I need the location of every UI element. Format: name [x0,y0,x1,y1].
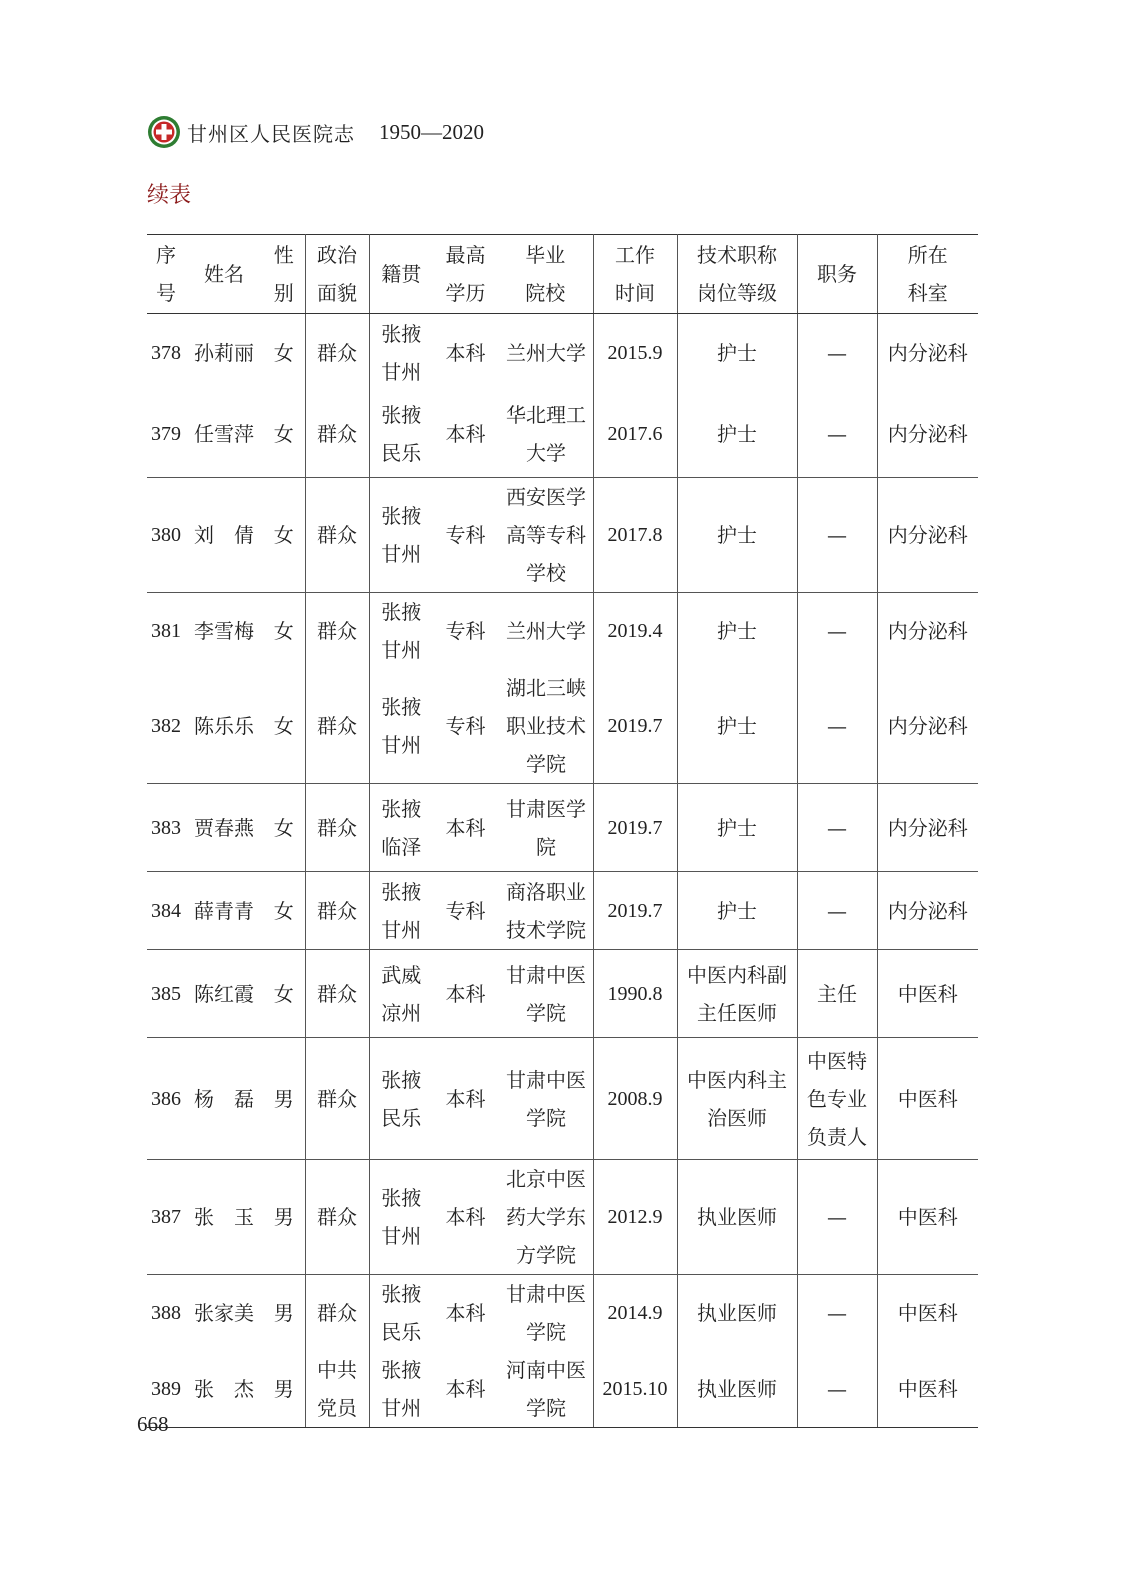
cell-title: 护士 [677,669,797,784]
cell-sex: 女 [263,593,305,670]
cell-title: 执业医师 [677,1351,797,1428]
cell-origin: 张掖甘州 [381,321,422,384]
cell-edu: 本科 [433,1038,498,1160]
cell-school: 兰州大学 [498,593,593,670]
cell-edu: 本科 [433,784,498,872]
cell-sex: 女 [263,478,305,593]
cell-party: 群众 [305,784,369,872]
cell-edu: 本科 [445,1301,486,1325]
cell-party: 中共党员 [305,1351,369,1428]
table-body [147,314,978,1428]
cell-start: 2019.4 [593,593,677,670]
table-row [147,1160,978,1275]
cell-title: 护士 [677,478,797,593]
cell-name: 张家美 [194,1301,254,1325]
cell-name: 贾春燕 [185,784,263,872]
cell-dept: 中医科 [897,1301,958,1325]
column-header: 籍贯 [369,235,433,314]
cell-title: 执业医师 [677,1275,797,1352]
cell-sex: 男 [263,1275,305,1352]
page-number: 668 [137,1412,169,1436]
cell-dept: 内分泌科 [887,340,968,365]
cell-edu: 本科 [433,1160,498,1275]
cell-post: — [797,478,877,593]
column-header: 性别 [263,235,305,314]
cell-start: 2019.7 [593,872,677,950]
cell-sex: 女 [263,950,305,1038]
cell-sex: 男 [263,1160,305,1275]
cell-dept: 内分泌科 [887,619,968,643]
cell-no: 385 [147,950,185,1038]
cell-post: — [797,669,877,784]
cell-edu: 专科 [433,478,498,593]
cell-post: — [797,392,877,478]
cell-school: 兰州大学 [498,314,593,392]
cell-start: 2015.9 [593,314,677,392]
cell-origin: 张掖甘州 [369,1351,433,1428]
cell-school: 河南中医学院 [498,1351,593,1428]
cell-edu: 专科 [433,872,498,950]
cell-no: 389 [147,1351,185,1428]
cell-no: 381 [151,620,181,642]
cell-name: 刘 倩 [185,478,263,593]
cell-party: 群众 [305,1038,369,1160]
cell-post: — [797,1275,877,1352]
cell-dept: 中医科 [877,1351,978,1428]
table-continued-label: 续表 [147,183,192,208]
cell-edu: 专科 [445,619,486,643]
cell-edu: 本科 [445,340,486,365]
column-header: 工作时间 [593,235,677,314]
cell-dept: 中医科 [877,1160,978,1275]
cell-origin: 张掖民乐 [369,1038,433,1160]
cell-party: 群众 [305,1275,369,1352]
cell-no: 379 [147,392,185,478]
cell-dept: 内分泌科 [877,872,978,950]
cell-title: 护士 [677,392,797,478]
cell-name: 薛青青 [185,872,263,950]
book-title: 甘州区人民医院志 [187,121,355,146]
table-row [147,314,978,392]
cell-no: 382 [147,669,185,784]
cell-start: 2008.9 [593,1038,677,1160]
column-header: 技术职称岗位等级 [677,235,797,314]
cell-origin: 张掖临泽 [369,784,433,872]
cell-edu: 本科 [433,950,498,1038]
cell-party: 群众 [305,392,369,478]
column-header: 姓名 [185,235,263,314]
cell-start: 2014.9 [593,1275,677,1352]
column-header: 政治面貌 [305,235,369,314]
table-row [147,1275,978,1352]
table-row [147,1038,978,1160]
cell-start: 1990.8 [593,950,677,1038]
column-header: 所在科室 [877,235,978,314]
cell-origin: 武威凉州 [369,950,433,1038]
cell-edu: 本科 [433,392,498,478]
cell-start: 2019.7 [593,669,677,784]
cell-no: 380 [147,478,185,593]
cell-post: — [797,314,877,392]
cell-dept: 内分泌科 [877,669,978,784]
cell-post: — [797,1351,877,1428]
cell-school: 甘肃中医学院 [498,950,593,1038]
cell-start: 2015.10 [593,1351,677,1428]
cell-school: 湖北三峡职业技术学院 [498,669,593,784]
cell-school: 北京中医药大学东方学院 [498,1160,593,1275]
column-header: 最高学历 [433,235,498,314]
cell-school: 商洛职业技术学院 [498,872,593,950]
column-header: 职务 [797,235,877,314]
cell-dept: 内分泌科 [877,392,978,478]
cell-edu: 本科 [433,1351,498,1428]
cell-origin: 张掖甘州 [381,600,422,662]
cell-dept: 中医科 [877,950,978,1038]
cell-party: 群众 [305,478,369,593]
cell-party: 群众 [305,1160,369,1275]
cell-no: 388 [151,1302,181,1324]
cell-sex: 男 [263,1038,305,1160]
cell-school: 西安医学高等专科学校 [498,478,593,593]
cell-sex: 女 [263,784,305,872]
table-row [147,478,978,593]
table-row [147,392,978,478]
cell-no: 383 [147,784,185,872]
cell-origin: 张掖甘州 [369,872,433,950]
cell-post: — [797,1160,877,1275]
cell-party: 群众 [305,593,369,670]
cell-party: 群众 [305,950,369,1038]
cell-title: 中医内科副主任医师 [677,950,797,1038]
cell-name: 张 杰 [185,1351,263,1428]
cell-dept: 内分泌科 [877,478,978,593]
cell-no: 384 [147,872,185,950]
book-years: 1950—2020 [379,119,484,144]
cell-origin: 张掖民乐 [381,1282,422,1344]
cell-party: 群众 [305,872,369,950]
cell-start: 2019.7 [593,784,677,872]
cell-no: 386 [147,1038,185,1160]
cell-sex: 女 [263,669,305,784]
cell-party: 群众 [305,314,369,392]
cell-school: 华北理工大学 [498,392,593,478]
cell-post: — [797,593,877,670]
table-row [147,872,978,950]
cell-school: 甘肃医学院 [498,784,593,872]
table-row [147,950,978,1038]
cell-origin: 张掖甘州 [369,1160,433,1275]
cell-dept: 中医科 [877,1038,978,1160]
cell-no: 387 [147,1160,185,1275]
cell-edu: 专科 [433,669,498,784]
cell-dept: 内分泌科 [877,784,978,872]
cell-post: — [797,784,877,872]
cell-post: 中医特色专业负责人 [797,1038,877,1160]
cell-name: 陈红霞 [185,950,263,1038]
hospital-logo-icon [147,115,181,149]
cell-title: 护士 [677,314,797,392]
cell-title: 执业医师 [677,1160,797,1275]
cell-school: 甘肃中医学院 [498,1275,593,1352]
cell-origin: 张掖甘州 [369,478,433,593]
table-row [147,593,978,670]
cell-title: 中医内科主治医师 [677,1038,797,1160]
table-row [147,669,978,784]
column-header: 序号 [147,235,185,314]
cell-sex: 女 [263,392,305,478]
running-header [147,112,484,152]
cell-origin: 张掖甘州 [369,669,433,784]
cell-post: — [797,872,877,950]
cell-no: 378 [151,341,181,364]
cell-name: 李雪梅 [194,619,254,643]
cell-sex: 女 [263,314,305,392]
table-row [147,784,978,872]
cell-title: 护士 [677,593,797,670]
staff-table [147,234,978,1428]
cell-start: 2012.9 [593,1160,677,1275]
cell-name: 张 玉 [185,1160,263,1275]
table-row [147,1351,978,1428]
cell-name: 陈乐乐 [185,669,263,784]
table-header-row [147,235,978,314]
cell-post: 主任 [797,950,877,1038]
cell-start: 2017.8 [593,478,677,593]
cell-name: 杨 磊 [185,1038,263,1160]
cell-origin: 张掖民乐 [369,392,433,478]
cell-party: 群众 [305,669,369,784]
cell-name: 任雪萍 [185,392,263,478]
cell-name: 孙莉丽 [194,340,254,365]
cell-start: 2017.6 [593,392,677,478]
cell-sex: 男 [263,1351,305,1428]
cell-sex: 女 [263,872,305,950]
cell-title: 护士 [677,784,797,872]
cell-title: 护士 [677,872,797,950]
column-header: 毕业院校 [498,235,593,314]
cell-school: 甘肃中医学院 [498,1038,593,1160]
